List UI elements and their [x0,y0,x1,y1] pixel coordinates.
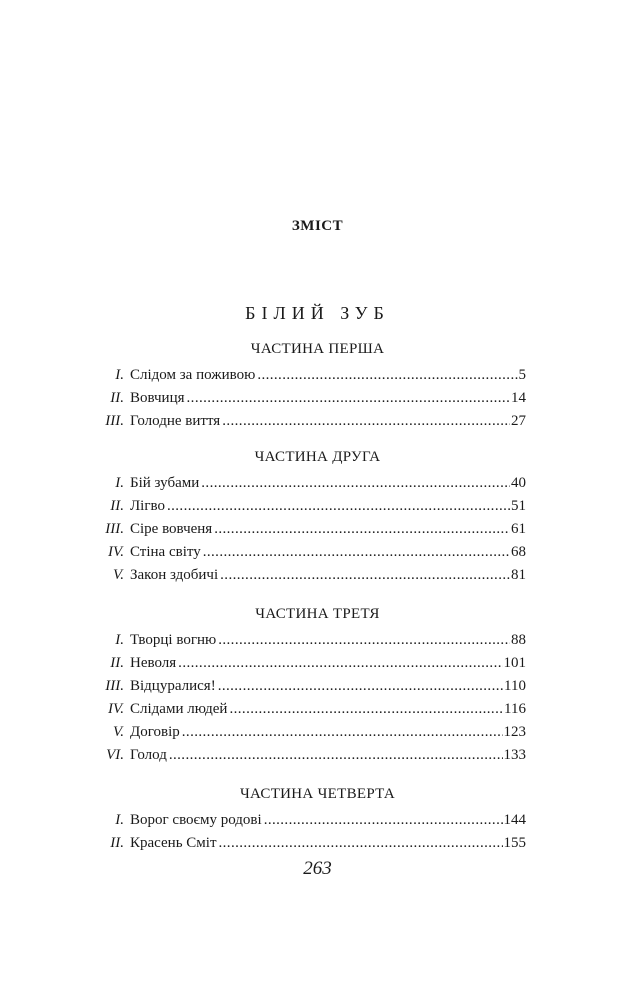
chapter-page: 61 [511,521,526,537]
dot-leader [222,410,510,433]
toc-part-2 [0,446,635,587]
chapter-title: Ворог своєму родові [130,812,262,828]
toc-entry[interactable] [0,541,635,564]
toc-part-1 [0,338,635,433]
toc-entry[interactable] [0,495,635,518]
chapter-number: II. [110,390,124,406]
dot-leader [218,629,510,652]
chapter-page: 5 [518,367,526,383]
toc-entry[interactable] [0,652,635,675]
chapter-number: I. [115,632,124,648]
chapter-page: 116 [504,701,526,717]
chapter-title: Неволя [130,655,177,671]
chapter-title: Бій зубами [130,475,200,491]
dot-leader [182,721,503,744]
dot-leader [201,472,510,495]
chapter-page: 133 [503,747,526,763]
page-number: 263 [303,858,332,879]
dot-leader [218,675,503,698]
toc-entry[interactable] [0,721,635,744]
toc-part-4 [0,783,635,855]
dot-leader [229,698,503,721]
toc-entries [0,629,635,767]
dot-leader [220,564,510,587]
chapter-number: II. [110,498,124,514]
chapter-title: Вовчиця [130,390,185,406]
chapter-number: II. [110,655,124,671]
chapter-page: 144 [503,812,526,828]
chapter-title: Сіре вовченя [130,521,213,537]
dot-leader [219,832,503,855]
chapter-page: 155 [503,835,526,851]
chapter-title: Красень Сміт [130,835,217,851]
chapter-number: I. [115,812,124,828]
chapter-number: V. [113,567,124,583]
dot-leader [167,495,510,518]
chapter-number: V. [113,724,124,740]
chapter-number: III. [105,413,124,429]
chapter-page: 101 [503,655,526,671]
chapter-number: II. [110,835,124,851]
toc-entry[interactable] [0,629,635,652]
toc-entries [0,472,635,587]
chapter-page: 123 [503,724,526,740]
chapter-title: Творці вогню [130,632,217,648]
chapter-page: 81 [511,567,526,583]
chapter-title: Слідом за поживою [130,367,256,383]
part-title: ЧАСТИНА ПЕРША [250,341,385,357]
chapter-number: IV. [108,544,124,560]
chapter-title: Відцуралися! [130,678,216,694]
dot-leader [178,652,502,675]
toc-entry[interactable] [0,564,635,587]
chapter-number: I. [115,367,124,383]
toc-entry[interactable] [0,518,635,541]
chapter-title: Договір [130,724,180,740]
chapter-title: Голод [130,747,167,763]
dot-leader [257,364,517,387]
chapter-title: Голодне виття [130,413,221,429]
toc-entry[interactable] [0,675,635,698]
toc-entry[interactable] [0,364,635,387]
chapter-number: III. [105,521,124,537]
toc-entry[interactable] [0,387,635,410]
dot-leader [264,809,503,832]
chapter-page: 14 [511,390,526,406]
toc-entry[interactable] [0,410,635,433]
chapter-number: I. [115,475,124,491]
toc-entry[interactable] [0,832,635,855]
toc-entries [0,809,635,855]
chapter-title: Стіна світу [130,544,201,560]
part-title: ЧАСТИНА ДРУГА [254,449,381,465]
contents-heading: ЗМІСТ [291,218,344,234]
part-title: ЧАСТИНА ТРЕТЯ [255,606,380,622]
chapter-title: Лігво [130,498,165,514]
toc-entry[interactable] [0,744,635,767]
dot-leader [214,518,510,541]
part-title: ЧАСТИНА ЧЕТВЕРТА [239,786,396,802]
chapter-number: III. [105,678,124,694]
dot-leader [187,387,510,410]
chapter-page: 110 [504,678,526,694]
chapter-page: 27 [511,413,526,429]
dot-leader [169,744,503,767]
chapter-title: Закон здобичі [130,567,219,583]
toc-entry[interactable] [0,809,635,832]
chapter-page: 40 [511,475,526,491]
chapter-number: IV. [108,701,124,717]
toc-entry[interactable] [0,472,635,495]
toc-part-3 [0,603,635,767]
chapter-page: 88 [511,632,526,648]
chapter-title: Слідами людей [130,701,228,717]
chapter-page: 51 [511,498,526,514]
chapter-number: VI. [106,747,124,763]
dot-leader [203,541,510,564]
toc-entry[interactable] [0,698,635,721]
chapter-page: 68 [511,544,526,560]
toc-entries [0,364,635,433]
book-title: БІЛИЙ ЗУБ [245,303,390,323]
